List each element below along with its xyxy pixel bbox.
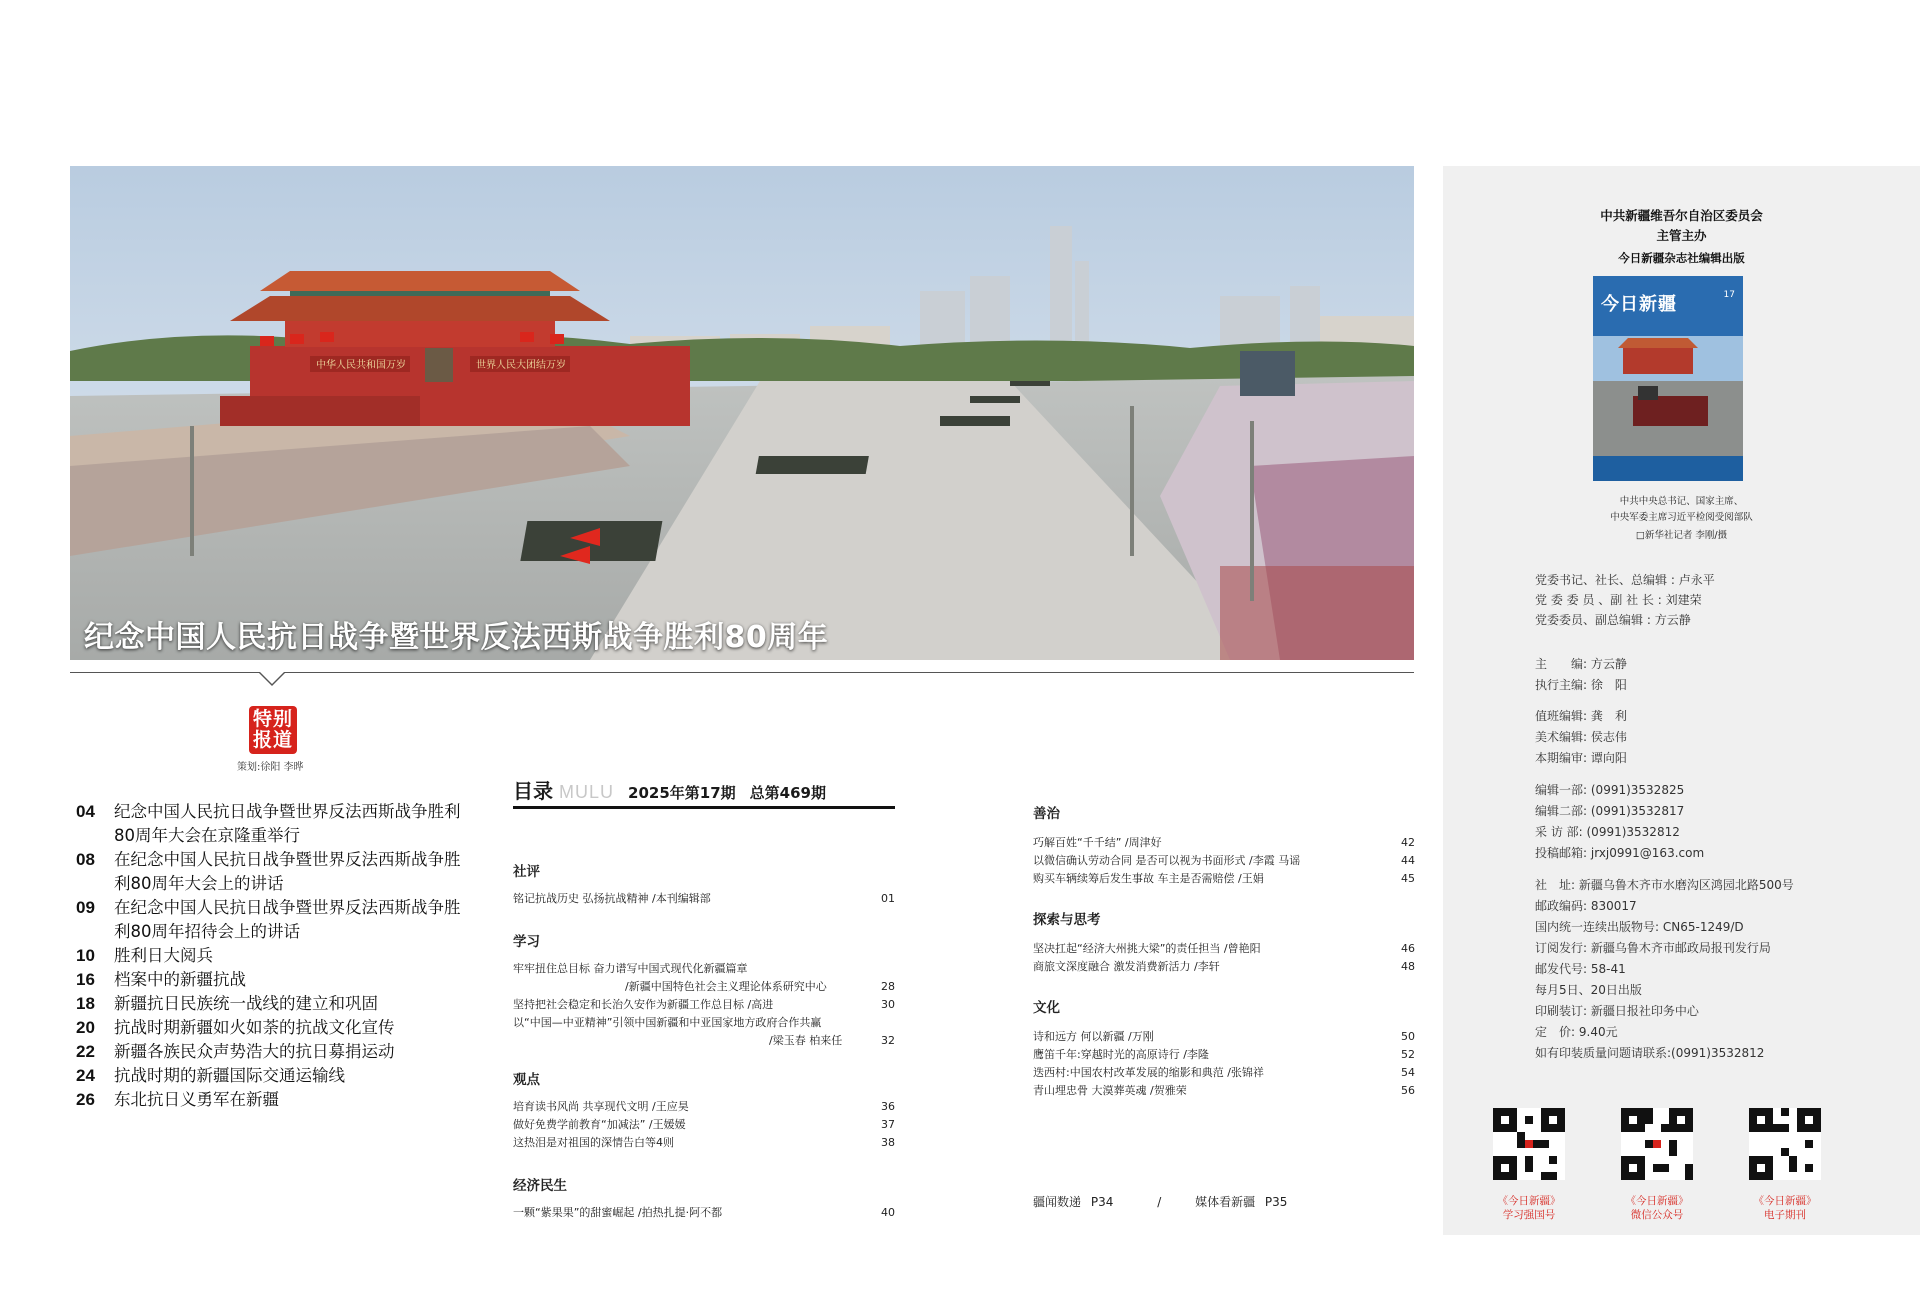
pub-info-row: 邮发代号: 58-41 [1535,962,1626,976]
sponsor: 中共新疆维吾尔自治区委员会 [1600,208,1763,223]
pub-info-row: 每月5日、20日出版 [1535,983,1642,997]
section-title: 文化 [1033,1000,1060,1016]
gate-banner-left: 中华人民共和国万岁 [316,360,406,371]
feature-item[interactable]: 20 抗战时期新疆如火如荼的抗战文化宣传 [76,1018,395,1037]
staff-row: 美术编辑: 侯志伟 [1535,730,1627,744]
toc-entry[interactable]: 鹰笛千年:穿越时光的高原诗行 /李隆 52 [1033,1048,1415,1061]
staff-row: 党 委 委 员 、副 社 长 : 刘建荣 [1535,593,1702,607]
section-title: 观点 [513,1072,540,1088]
toc-entry[interactable]: 铭记抗战历史 弘扬抗战精神 /本刊编辑部 01 [513,892,895,905]
section-title: 经济民生 [513,1178,567,1194]
toc-entry[interactable]: 青山埋忠骨 大漠葬英魂 /贺雅荣 56 [1033,1084,1415,1097]
masthead-panel [1443,166,1920,1235]
contact-row: 编辑一部: (0991)3532825 [1535,783,1685,797]
footer-page-media: P35 [1264,1195,1288,1209]
pub-info-row: 国内统一连续出版物号: CN65-1249/D [1535,920,1744,934]
qr-ejournal[interactable]: 《今日新疆》 电子期刊 [1735,1108,1835,1222]
staff-row: 党委委员、副总编辑 : 方云静 [1535,613,1691,627]
staff-row: 主 编: 方云静 [1535,657,1627,671]
footer-item-news[interactable]: 疆闻数递 [1033,1195,1082,1209]
toc-entry[interactable]: 培育读书风尚 共享现代文明 /王应昊 36 [513,1100,895,1113]
toc-column-right [1033,802,1415,1100]
parade-square-illustration [70,166,1414,660]
footer-item-media[interactable]: 媒体看新疆 [1195,1195,1256,1209]
photo-credit: □新华社记者 李刚/摄 [1635,530,1728,541]
gate-banner-right: 世界人民大团结万岁 [476,360,566,371]
section-title: 社评 [513,864,540,880]
qr-code-icon [1749,1108,1821,1180]
feature-item[interactable]: 26 东北抗日义勇军在新疆 [76,1090,279,1109]
feature-item[interactable]: 22 新疆各族民众声势浩大的抗日募捐运动 [76,1042,395,1061]
feature-item[interactable]: 10 胜利日大阅兵 [76,946,213,965]
feature-item[interactable]: 24 抗战时期的新疆国际交通运输线 [76,1066,345,1085]
toc-entry[interactable]: 坚持把社会稳定和长治久安作为新疆工作总目标 /高进 30 [513,998,895,1011]
cover-thumbnail[interactable] [1593,276,1743,481]
section-title: 善治 [1033,806,1060,822]
contact-row: 采 访 部: (0991)3532812 [1535,825,1680,839]
contents-header [513,775,895,809]
section-title: 探索与思考 [1033,912,1101,928]
toc-entry[interactable]: /新疆中国特色社会主义理论体系研究中心 28 [625,980,895,993]
feature-item[interactable]: 09 在纪念中国人民抗日战争暨世界反法西斯战争胜利80周年招待会上的讲话 [76,898,461,941]
staff-row: 值班编辑: 龚 利 [1535,709,1627,723]
toc-entry[interactable]: 坚决扛起“经济大州挑大梁”的责任担当 /曾艳阳 46 [1033,942,1415,955]
feature-item[interactable]: 16 档案中的新疆抗战 [76,970,246,989]
toc-entry[interactable]: 诗和远方 何以新疆 /万刚 50 [1033,1030,1415,1043]
toc-entry[interactable]: 商旅文深度融合 激发消费新活力 /李轩 48 [1033,960,1415,973]
qr-code-icon [1493,1108,1565,1180]
staff-row: 执行主编: 徐 阳 [1535,678,1627,692]
pub-info-row: 邮政编码: 830017 [1535,899,1637,913]
footer-separator: / [1157,1195,1162,1209]
feature-item[interactable]: 18 新疆抗日民族统一战线的建立和巩固 [76,994,378,1013]
staff-row: 本期编审: 谭向阳 [1535,751,1627,765]
total-issue-number: 总第469期 [749,784,826,802]
publisher: 今日新疆杂志社编辑出版 [1618,251,1745,265]
feature-item[interactable]: 08 在纪念中国人民抗日战争暨世界反法西斯战争胜利80周年大会上的讲话 [76,850,461,893]
contents-label-en: MULU [559,782,615,802]
footer-page-news: P34 [1090,1195,1114,1209]
toc-entry[interactable]: 牢牢扭住总目标 奋力谱写中国式现代化新疆篇章 [513,962,748,975]
pub-info-row: 社 址: 新疆乌鲁木齐市水磨沟区鸿园北路500号 [1535,878,1794,892]
cover-caption-line: 中央军委主席习近平检阅受阅部队 [1610,512,1753,523]
hero-photo [70,166,1414,660]
sponsor-role: 主管主办 [1656,228,1707,243]
qr-wechat[interactable]: 《今日新疆》 微信公众号 [1607,1108,1707,1222]
qr-code-icon [1621,1108,1693,1180]
badge-credit: 策划:徐阳 李晔 [237,762,304,773]
cover-caption-line: 中共中央总书记、国家主席、 [1619,496,1744,507]
contact-row: 编辑二部: (0991)3532817 [1535,804,1685,818]
pub-info-row: 定 价: 9.40元 [1535,1025,1618,1039]
toc-entry[interactable]: /梁玉春 柏来任 32 [769,1034,895,1047]
toc-entry[interactable]: 一颗“紫果果”的甜蜜崛起 /拍热扎提·阿不都 40 [513,1206,895,1219]
issue-number: 2025年第17期 [628,784,736,802]
contents-label: 目录 [513,779,553,803]
pub-info-row: 如有印装质量问题请联系:(0991)3532812 [1535,1046,1765,1060]
feature-list [76,800,476,1112]
toc-entry[interactable]: 这热泪是对祖国的深情告白等4则 38 [513,1136,895,1149]
pub-info-row: 订阅发行: 新疆乌鲁木齐市邮政局报刊发行局 [1535,941,1771,955]
cover-title: 今日新疆 [1601,294,1677,315]
toc-entry[interactable]: 做好免费学前教育“加减法” /王媛媛 37 [513,1118,895,1131]
toc-entry[interactable]: 以微信确认劳动合同 是否可以视为书面形式 /李霞 马谣 44 [1033,854,1415,867]
pub-info-row: 印刷装订: 新疆日报社印务中心 [1535,1004,1699,1018]
toc-column-middle [513,860,895,1222]
hero-title: 纪念中国人民抗日战争暨世界反法西斯战争胜利80周年 [84,620,829,655]
cover-issue: 17 [1723,290,1735,300]
feature-item[interactable]: 04 纪念中国人民抗日战争暨世界反法西斯战争胜利80周年大会在京隆重举行 [76,802,461,845]
qr-xuexi[interactable]: 《今日新疆》 学习强国号 [1479,1108,1579,1222]
special-report-badge: 特别 报道 [249,706,297,754]
toc-entry[interactable]: 巧解百姓“千千结” /周津好 42 [1033,836,1415,849]
staff-row: 党委书记、社长、总编辑 : 卢永平 [1535,573,1715,587]
toc-entry[interactable]: 迭西村:中国农村改革发展的缩影和典范 /张锦祥 54 [1033,1066,1415,1079]
section-title: 学习 [513,934,540,950]
toc-footer [1033,1193,1293,1210]
toc-entry[interactable]: 购买车辆续筹后发生事故 车主是否需赔偿 /王娟 45 [1033,872,1415,885]
email-row[interactable]: 投稿邮箱: jrxj0991@163.com [1535,846,1705,860]
toc-entry[interactable]: 以“中国—中亚精神”引领中国新疆和中亚国家地方政府合作共赢 [513,1016,822,1029]
